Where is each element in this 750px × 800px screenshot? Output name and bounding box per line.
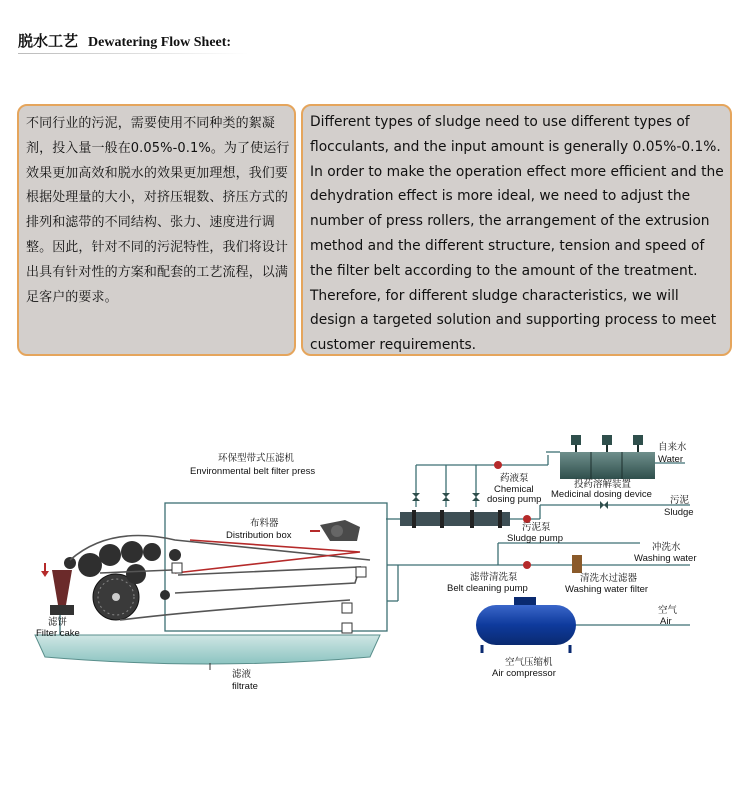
mixing-pipe (400, 510, 510, 528)
filtrate-label-zh: 滤液 (232, 669, 252, 680)
chemical-pump-label-en2: dosing pump (487, 494, 542, 505)
air-compressor-label-zh: 空气压缩机 (505, 657, 553, 668)
distribution-box (310, 520, 360, 541)
water-label-en: Water (658, 454, 683, 465)
title-en: Dewatering Flow Sheet: (88, 35, 232, 50)
dosing-device-label-en: Medicinal dosing device (551, 489, 652, 500)
intro-text-zh: 不同行业的污泥，需要使用不同种类的絮凝剂，投入量一般在0.05%-0.1%。为了使运行效果更加高效和脱水的效果更加理想，我们要根据处理量的大小，对挤压辊数、挤压方式的排列和滤带的不同结构、张力、速度进行调整。因此，针对不同的污泥特性，我们将设计出具有针对性的方案和配套的工艺流程，以满足客户的要求。 (17, 104, 296, 356)
intro-text-en: Different types of sludge need to use different types of flocculants, and the input amount is generally 0.05%-0.1%. In order to make the operation effect more efficient and the dehydration effect is more ideal, we need to adjust the number of press rollers, the arrangement of the extrusion method and the different structure, tension and speed of the filter belt according to the amount of the treatment. Therefore, for different sludge characteristics, we will design a targeted solution and supporting process to meet customer requirements. (301, 104, 732, 356)
distribution-box-label-zh: 布料器 (250, 518, 279, 529)
sludge-label-en: Sludge (664, 507, 694, 518)
washing-filter-label-zh: 清洗水过滤器 (580, 573, 638, 584)
distribution-box-label-en: Distribution box (226, 530, 292, 541)
title-zh: 脱水工艺 (18, 32, 79, 50)
water-label-zh: 自来水 (658, 442, 687, 453)
press-label-en: Environmental belt filter press (190, 466, 316, 477)
air-compressor (476, 597, 576, 653)
sludge-pump-label-zh: 污泥泵 (522, 522, 551, 533)
air-label-en: Air (660, 616, 672, 627)
belt-cleaning-pump-label-zh: 滤带清洗泵 (470, 572, 518, 583)
medicinal-dosing-device (560, 435, 655, 479)
washing-water-label-zh: 冲洗水 (652, 542, 681, 553)
dewatering-flow-diagram (0, 395, 750, 695)
title-underline (18, 53, 248, 54)
belt-cleaning-pump-label-en: Belt cleaning pump (447, 583, 528, 594)
air-label-zh: 空气 (658, 605, 678, 616)
filtrate-tank (35, 635, 380, 670)
air-compressor-label-en: Air compressor (492, 668, 556, 679)
washing-water-filter (572, 555, 582, 573)
washing-filter-label-en: Washing water filter (565, 584, 649, 595)
washing-water-label-en: Washing water (634, 553, 697, 564)
filter-cake-hopper (41, 563, 74, 615)
chemical-pump-label-zh: 药液泵 (500, 473, 529, 484)
dosing-device-label-zh: 投药溶解装置 (574, 479, 632, 490)
chemical-pump-label-en1: Chemical (494, 484, 534, 495)
filter-cake-label-zh: 滤饼 (48, 617, 68, 628)
filter-cake-label-en: Filter cake (36, 628, 80, 639)
press-rollers (64, 541, 181, 620)
sludge-label-zh: 污泥 (670, 495, 690, 506)
page-heading (18, 30, 231, 51)
filtrate-label-en: filtrate (232, 681, 258, 692)
press-label-zh: 环保型带式压滤机 (218, 453, 295, 464)
sludge-pump-label-en: Sludge pump (507, 533, 563, 544)
